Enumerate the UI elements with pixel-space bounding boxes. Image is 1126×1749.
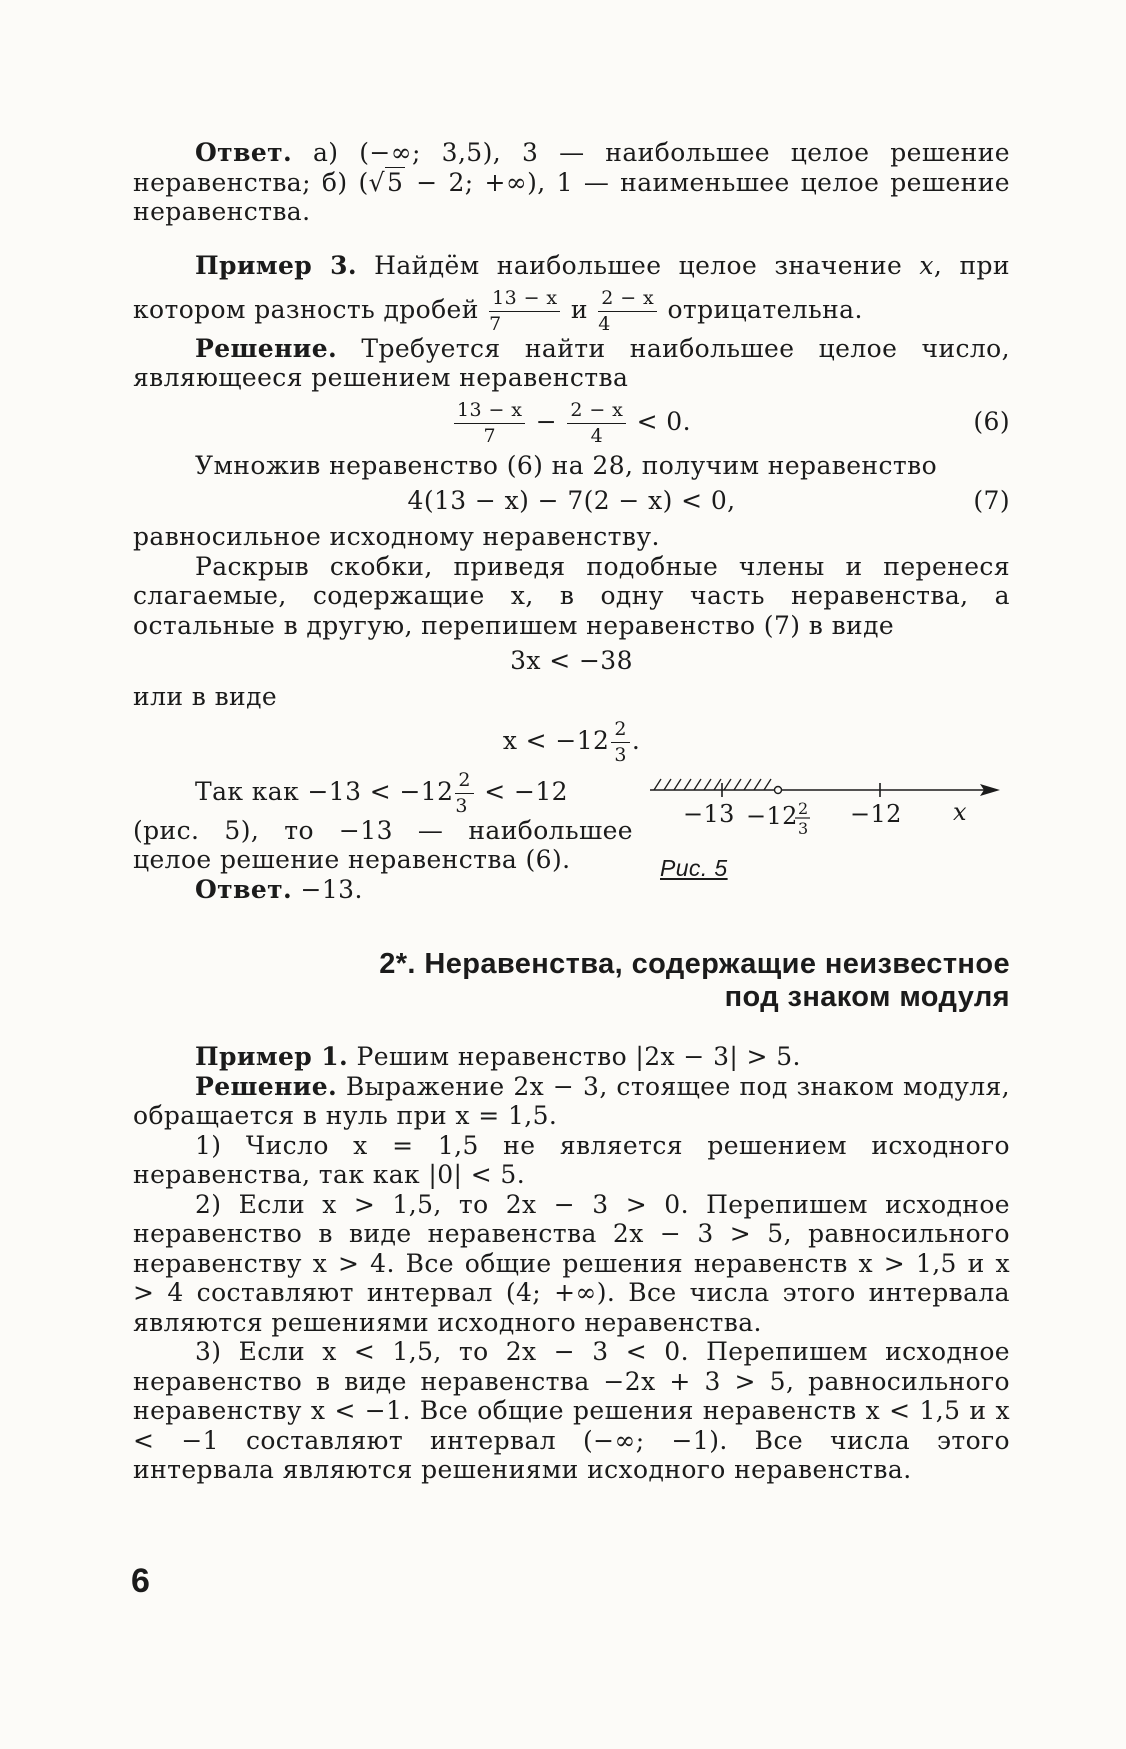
since-part-2: < −12 <box>484 776 568 806</box>
equation-number-7: (7) <box>973 486 1010 515</box>
since-line <box>133 770 633 816</box>
example3-label: Пример 3. <box>195 250 357 280</box>
sqrt-argument: 5 <box>386 167 404 197</box>
fraction-2-x-over-4: $\frac{2 - x}{4}$ <box>598 289 657 334</box>
answer-part-a: а) (−∞; 3,5), 3 — наибольшее целое решение неравенства; <box>133 138 1010 197</box>
expand-paragraph: Раскрыв скобки, приведя подобные члены и перенеся слагаемые, содержащие x, в одну часть неравенства, а остальные в другую, перепишем неравенство (7) в виде <box>133 551 1010 640</box>
solution1-label: Решение. <box>195 1071 338 1101</box>
solution1-paragraph <box>133 1072 1010 1131</box>
page-number: 6 <box>131 1562 150 1600</box>
example3-text-after: , при котором разность дробей <box>133 250 1010 324</box>
equation-number-6: (6) <box>973 406 1010 436</box>
fraction-2-x-over-4: $\frac{2 - x}{4}$ <box>567 401 626 446</box>
axis-label-x: x <box>953 797 967 826</box>
solution3-label: Решение. <box>195 333 338 363</box>
case-3-paragraph: 3) Если x < 1,5, то 2x − 3 < 0. Перепишем исходное неравенство в виде неравенства −2x + 3 > 5, равносильного неравенству x < −1. Все общие решения неравенств x < 1,5 и x < −1 составляют интервал (−∞; −1). Все числа этого интервала являются решениями исходного неравенства. <box>133 1337 1010 1484</box>
inequality-3x: 3x < −38 <box>510 646 633 675</box>
inequality-x-prefix: x < −12 <box>502 725 610 755</box>
inequality-x-suffix: . <box>631 725 641 755</box>
or-form-text: или в виде <box>133 682 278 711</box>
equivalent-paragraph: равносильное исходному неравенству. <box>133 522 660 551</box>
since-part-1: Так как −13 < −12 <box>195 776 454 806</box>
since-text-block <box>133 770 633 905</box>
since-rest: (рис. 5), то −13 — наибольшее целое решение неравенства (6). <box>133 815 633 874</box>
fraction-2-3: $\frac{2}{3}$ <box>455 771 474 816</box>
example3-paragraph <box>133 244 1010 334</box>
fraction-13-x-over-7: $\frac{13 - x}{7}$ <box>454 401 525 446</box>
open-point <box>775 786 782 793</box>
case-1-paragraph: 1) Число x = 1,5 не является решением исходного неравенства, так как |0| < 5. <box>133 1130 1010 1189</box>
section-title-line-1: 2*. Неравенства, содержащие неизвестное <box>379 948 1010 980</box>
solution3-text: Требуется найти наибольшее целое число, являющееся решением неравенства <box>133 333 1010 392</box>
inequality-7 <box>133 480 1010 522</box>
answer3-label: Ответ. <box>195 874 293 904</box>
answer-part-b-prefix: б) ( <box>321 167 369 197</box>
example1-paragraph <box>133 1042 1010 1072</box>
example3-var: x <box>919 250 934 280</box>
inequality-7-expr: 4(13 − x) − 7(2 − x) < 0, <box>407 486 736 515</box>
label-frac-num: 2 <box>798 798 809 818</box>
multiply-paragraph: Умножив неравенство (6) на 28, получим неравенство <box>195 450 938 480</box>
since-block <box>133 770 1010 905</box>
inequality-6 <box>133 393 1010 451</box>
hatching <box>654 779 771 790</box>
example3-text-end: отрицательна. <box>667 294 863 324</box>
solution3-paragraph <box>133 334 1010 393</box>
text-column <box>133 138 1010 1485</box>
section-title <box>133 948 1010 1014</box>
fraction-13-x-over-7: $\frac{13 - x}{7}$ <box>489 289 560 334</box>
figure-5 <box>650 770 1010 890</box>
answer3-value: −13. <box>300 874 363 904</box>
example3-conj: и <box>570 294 588 324</box>
label-minus-13: −13 <box>683 799 735 828</box>
inequality-x <box>133 712 1010 770</box>
answer-part-b-suffix: − 2; +∞), 1 — наименьшее целое решение неравенства. <box>133 167 1010 226</box>
solution1-text: Выражение 2x − 3, стоящее под знаком модуля, обращается в нуль при x = 1,5. <box>133 1071 1010 1130</box>
figure-caption: Рис. 5 <box>660 854 728 881</box>
section-title-line-2: под знаком модуля <box>724 981 1010 1013</box>
example3-text: Найдём наибольшее целое значение <box>374 250 920 280</box>
answer3-paragraph <box>133 875 633 905</box>
label-minus-12: −12 <box>850 799 902 828</box>
fraction-2-3: $\frac{2}{3}$ <box>611 720 630 765</box>
example1-label: Пример 1. <box>195 1042 349 1071</box>
answer-paragraph: Ответ. а) (−∞; 3,5), 3 — наибольшее целое решение неравенства; б) (√5 − 2; +∞), 1 — наименьшее целое решение неравенства. <box>133 138 1010 226</box>
number-line <box>650 770 1010 850</box>
minus-sign: − <box>535 406 558 436</box>
case-2-paragraph: 2) Если x > 1,5, то 2x − 3 > 0. Перепишем исходное неравенство в виде неравенства 2x − 3 > 5, равносильного неравенству x > 4. Все общие решения неравенств x > 1,5 и x > 4 составляют интервал (4; +∞). Все числа этого интервала являются решениями исходного неравенства. <box>133 1189 1010 1337</box>
inequality-6-rhs: < 0. <box>636 406 691 436</box>
label-frac-den: 3 <box>798 818 809 838</box>
label-minus-12-prefix: −12 <box>746 801 798 830</box>
answer-label: Ответ. <box>195 138 293 167</box>
example1-text: Решим неравенство |2x − 3| > 5. <box>356 1042 801 1071</box>
